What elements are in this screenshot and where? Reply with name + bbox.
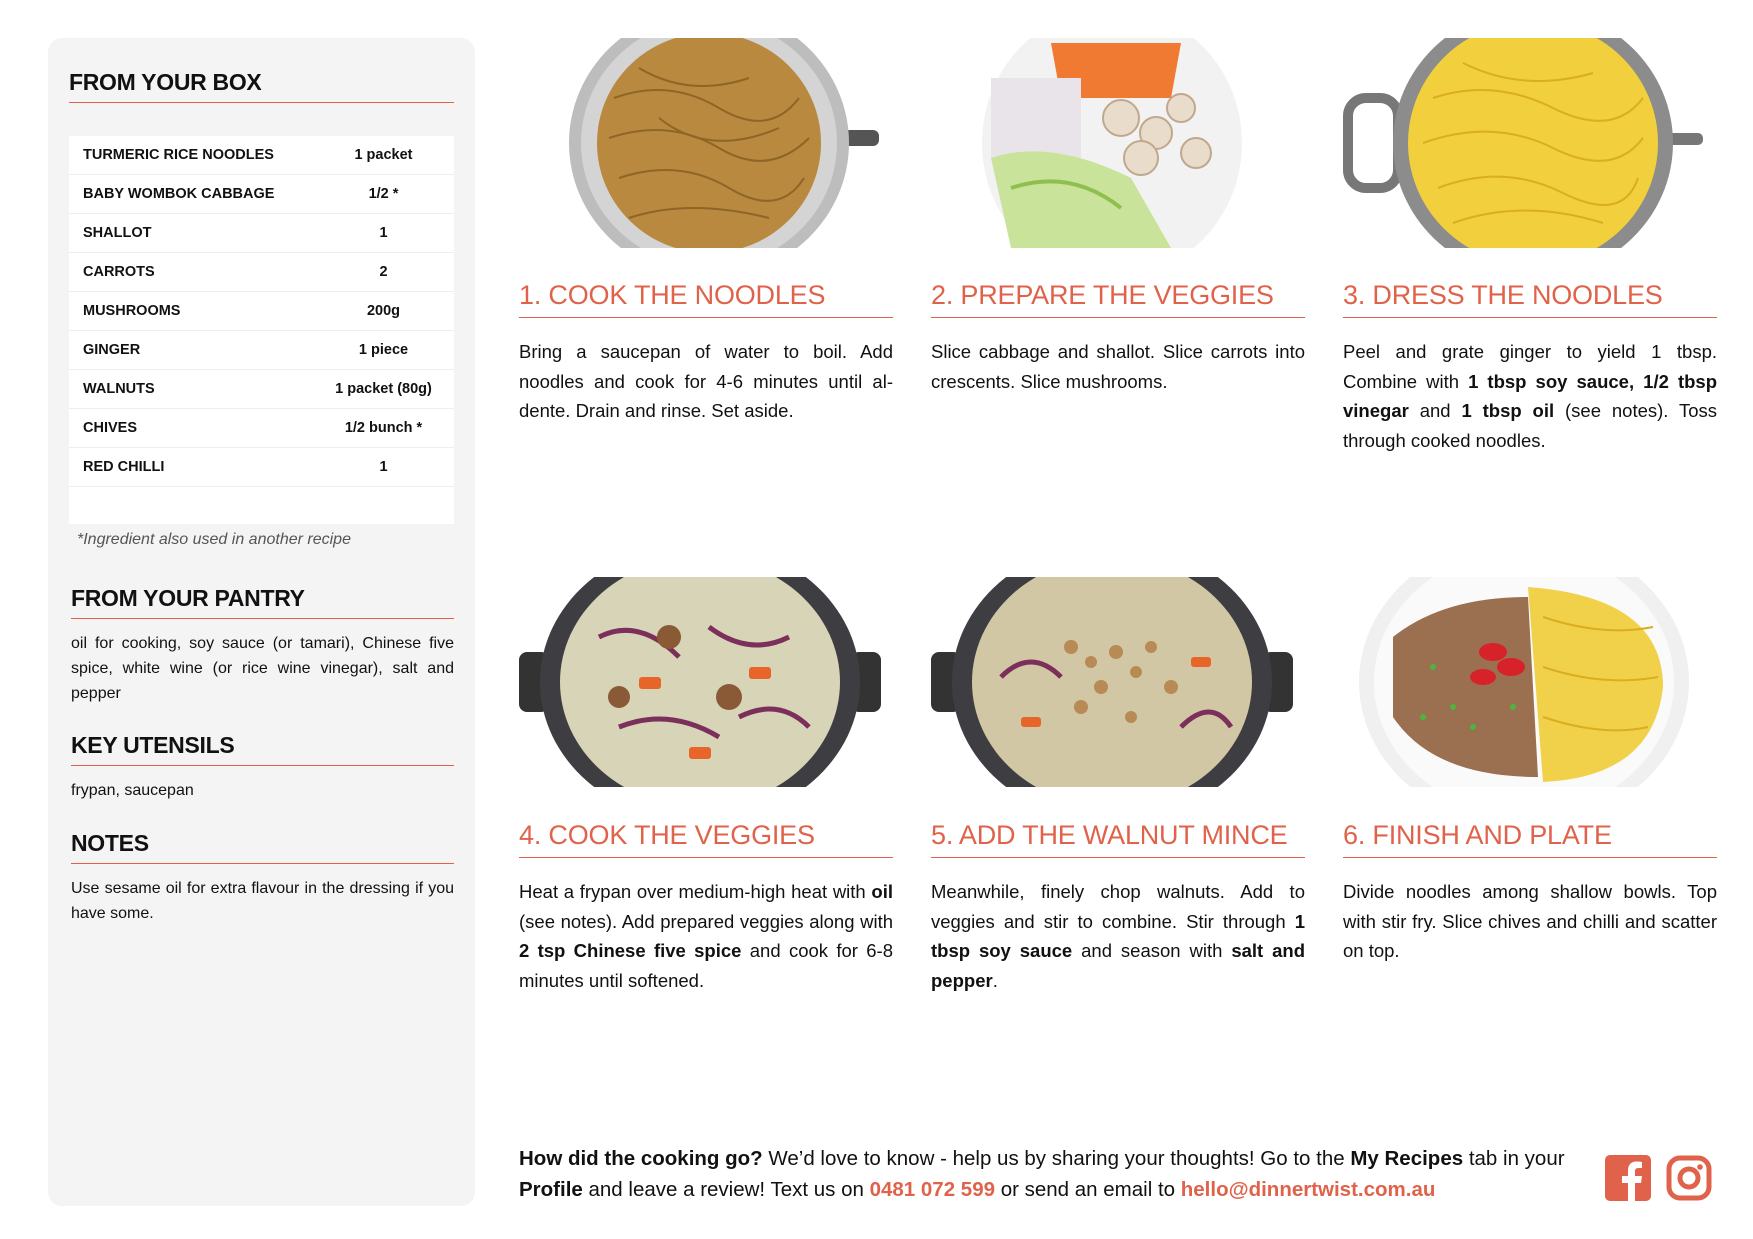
table-row — [69, 448, 454, 487]
pantry-text: oil for cooking, soy sauce (or tamari), Chinese five spice, white wine (or rice wine vinegar), salt and pepper — [71, 635, 454, 702]
bold-text: My Recipes — [1350, 1147, 1464, 1170]
text-run: Meanwhile, finely chop walnuts. Add to veggies and stir to combine. Stir through — [931, 881, 1305, 932]
ingredient-qty: 1 packet (80g) — [313, 370, 454, 409]
step-4-text — [519, 877, 893, 995]
from-your-box-heading: FROM YOUR BOX — [69, 69, 454, 103]
ingredient-qty: 1/2 * — [313, 175, 454, 214]
step-5-text — [931, 877, 1305, 995]
table-row — [69, 487, 454, 525]
ingredients-table — [69, 136, 454, 524]
ingredient-qty: 1/2 bunch * — [313, 409, 454, 448]
veggies-frypan-photo — [519, 577, 881, 787]
table-row — [69, 409, 454, 448]
ingredient-qty: 1 — [313, 214, 454, 253]
table-row — [69, 175, 454, 214]
bold-text: 1 tbsp soy sauce — [931, 910, 1305, 961]
ingredient-name: MUSHROOMS — [69, 292, 313, 331]
dressed-noodles-pot-photo — [1343, 38, 1705, 248]
ingredient-qty: 1 — [313, 448, 454, 487]
step-1-title: 1. COOK THE NOODLES — [519, 280, 893, 318]
utensils-text: frypan, saucepan — [71, 782, 194, 799]
ingredient-qty: 200g — [313, 292, 454, 331]
text-run: Bring a saucepan of water to boil. Add noodles and cook for 4-6 minutes until al-dente. Drain and rinse. Set aside. — [519, 341, 893, 421]
step-2-text — [931, 337, 1305, 396]
text-run: and — [1408, 400, 1462, 421]
key-utensils-heading: KEY UTENSILS — [71, 732, 454, 766]
table-row — [69, 136, 454, 175]
ingredient-name: WALNUTS — [69, 370, 313, 409]
text-run: Slice cabbage and shallot. Slice carrots into crescents. Slice mushrooms. — [931, 341, 1305, 392]
ingredient-qty: 1 packet — [313, 136, 454, 175]
ingredient-name: CARROTS — [69, 253, 313, 292]
notes-heading: NOTES — [71, 830, 454, 864]
bold-text: 2 tsp Chinese five spice — [519, 940, 742, 961]
text-run: Peel and grate ginger to yield 1 tbsp. Combine with — [1343, 341, 1717, 392]
ingredient-name: BABY WOMBOK CABBAGE — [69, 175, 313, 214]
plated-bowl-photo — [1343, 577, 1705, 787]
feedback-footer — [519, 1143, 1579, 1205]
ingredient-qty: 1 piece — [313, 331, 454, 370]
text-run: or send an email to — [995, 1178, 1181, 1201]
ingredient-name: TURMERIC RICE NOODLES — [69, 136, 313, 175]
step-6-title: 6. FINISH AND PLATE — [1343, 820, 1717, 858]
step-3-text — [1343, 337, 1717, 455]
text-run: tab in your — [1463, 1147, 1565, 1170]
bold-text: oil — [871, 881, 893, 902]
step-3-title: 3. DRESS THE NOODLES — [1343, 280, 1717, 318]
ingredient-name: RED CHILLI — [69, 448, 313, 487]
bold-text: 1 tbsp oil — [1461, 400, 1555, 421]
contact-link[interactable]: 0481 072 599 — [869, 1178, 995, 1201]
table-row — [69, 214, 454, 253]
step-4-title: 4. COOK THE VEGGIES — [519, 820, 893, 858]
text-run: (see notes). Toss through cooked noodles. — [1343, 400, 1718, 451]
from-your-pantry-heading: FROM YOUR PANTRY — [71, 585, 454, 619]
bold-text: How did the cooking go? — [519, 1147, 763, 1170]
text-run: Divide noodles among shallow bowls. Top with stir fry. Slice chives and chilli and scatter on top. — [1343, 881, 1717, 961]
walnut-mince-frypan-photo — [931, 577, 1293, 787]
step-1-text — [519, 337, 893, 426]
table-row — [69, 331, 454, 370]
notes-text: Use sesame oil for extra flavour in the dressing if you have some. — [71, 880, 454, 922]
ingredient-qty: 2 — [313, 253, 454, 292]
bold-text: Profile — [519, 1178, 583, 1201]
noodles-colander-photo — [519, 38, 881, 248]
text-run: and cook for 6-8 minutes until softened. — [519, 940, 893, 991]
ingredient-name: CHIVES — [69, 409, 313, 448]
contact-link[interactable]: hello@dinnertwist.com.au — [1180, 1178, 1436, 1201]
ingredient-footnote: *Ingredient also used in another recipe — [77, 531, 351, 548]
text-run: . — [992, 969, 998, 991]
text-run: and season with — [1072, 940, 1232, 961]
facebook-icon[interactable] — [1605, 1155, 1651, 1201]
table-row — [69, 253, 454, 292]
step-5-title: 5. ADD THE WALNUT MINCE — [931, 820, 1305, 858]
text-run: We’d love to know - help us by sharing your thoughts! Go to the — [762, 1147, 1351, 1170]
text-run: (see notes). Add prepared veggies along with — [519, 910, 893, 932]
ingredient-name: GINGER — [69, 331, 313, 370]
text-run: Heat a frypan over medium-high heat with — [519, 881, 872, 902]
bold-text: 1 tbsp soy sauce, 1/2 tbsp vinegar — [1343, 370, 1718, 421]
sliced-veggies-photo — [931, 38, 1293, 248]
ingredient-name: SHALLOT — [69, 214, 313, 253]
step-6-text — [1343, 877, 1717, 966]
table-row — [69, 292, 454, 331]
table-row — [69, 370, 454, 409]
bold-text: salt and pepper — [931, 940, 1305, 991]
instagram-icon[interactable] — [1666, 1155, 1712, 1201]
text-run: and leave a review! Text us on — [582, 1178, 870, 1201]
step-2-title: 2. PREPARE THE VEGGIES — [931, 280, 1305, 318]
